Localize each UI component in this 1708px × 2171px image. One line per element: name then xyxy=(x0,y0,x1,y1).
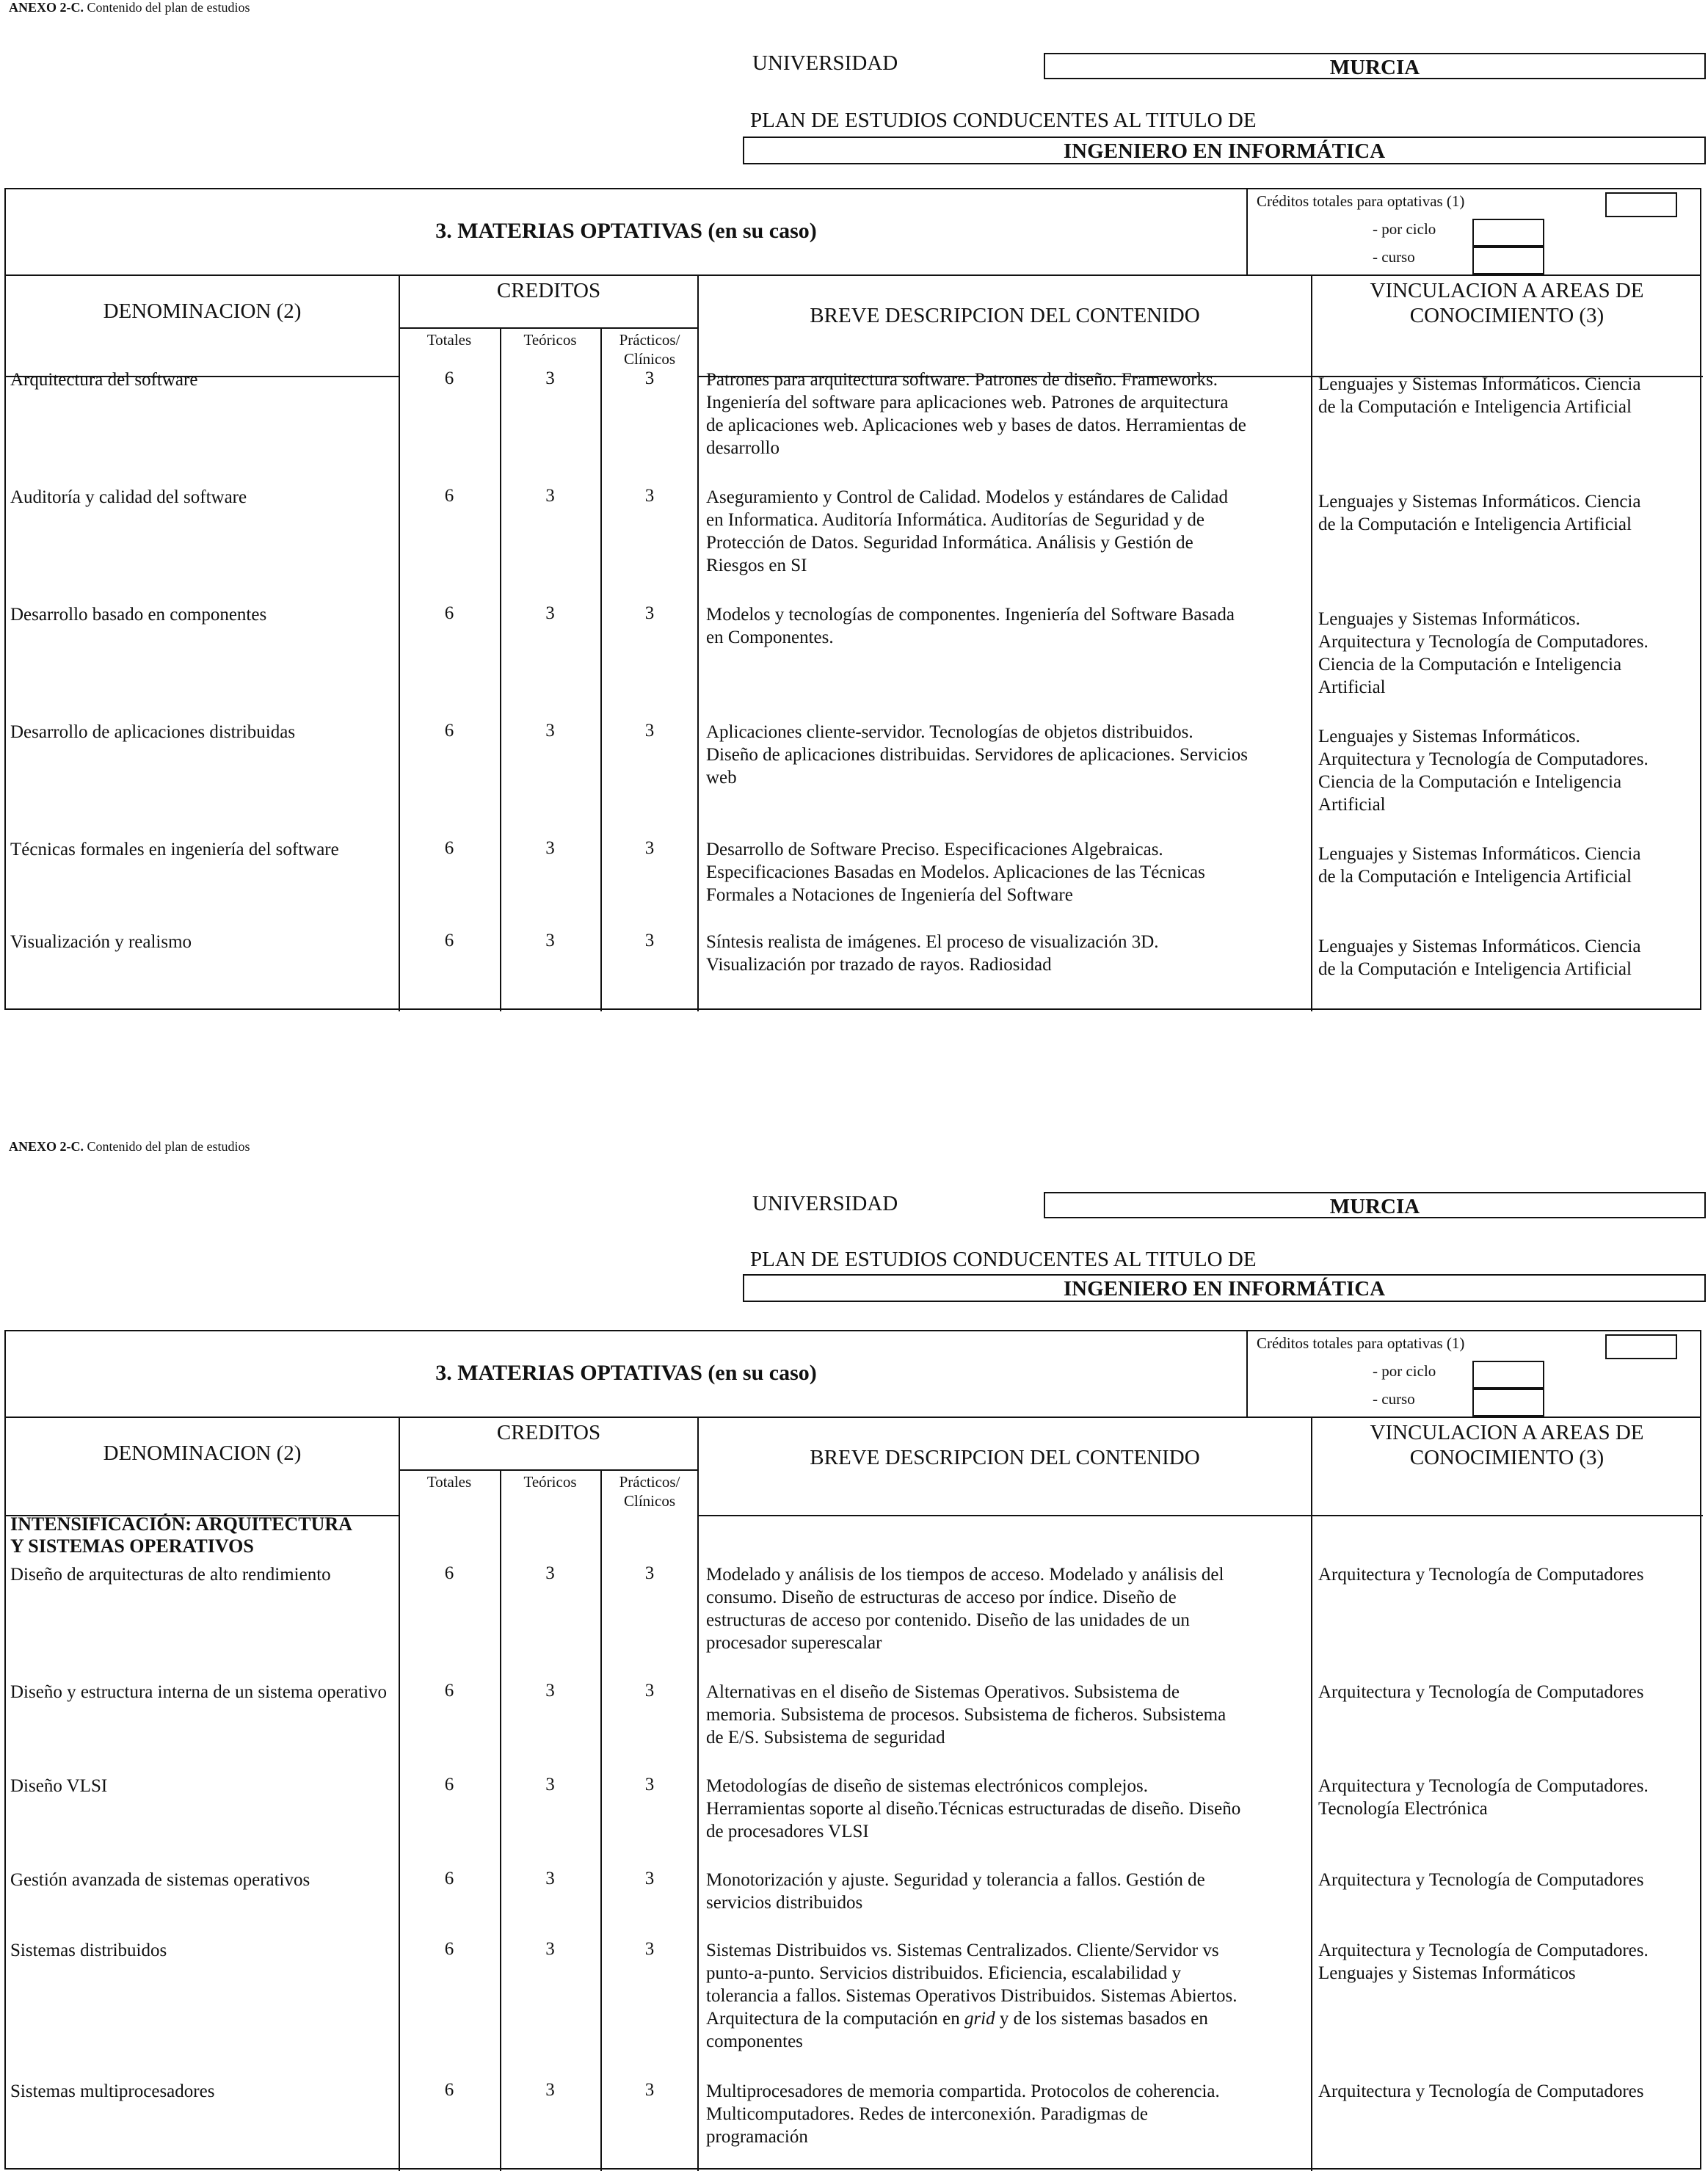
area-line: de la Computación e Inteligencia Artificial xyxy=(1318,397,1632,417)
credits-teoricos: 3 xyxy=(545,1775,555,1794)
description-line: Visualización por trazado de rayos. Radiosidad xyxy=(706,955,1052,975)
annex-heading-bold: ANEXO 2-C. xyxy=(9,1139,84,1154)
col-descripcion: BREVE DESCRIPCION DEL CONTENIDO xyxy=(810,1446,1200,1469)
area-line: Tecnología Electrónica xyxy=(1318,1799,1488,1819)
subject-areas xyxy=(1318,1563,1698,1586)
credits-teoricos: 3 xyxy=(545,721,555,741)
subject-description xyxy=(706,1681,1307,1749)
area-line: Ciencia de la Computación e Inteligencia xyxy=(1318,772,1622,792)
credits-practicos: 3 xyxy=(644,1869,655,1888)
description-line: Aplicaciones cliente-servidor. Tecnologías de objetos distribuidos. xyxy=(706,722,1193,742)
area-line: Arquitectura y Tecnología de Computadores. xyxy=(1318,1776,1649,1796)
curso-label: - curso xyxy=(1373,248,1415,266)
curso-label: - curso xyxy=(1373,1390,1415,1408)
col-vinculacion: VINCULACION A AREAS DE xyxy=(1370,279,1644,302)
universidad-label: UNIVERSIDAD xyxy=(752,51,898,75)
subject-name: Diseño VLSI xyxy=(10,1776,108,1796)
credits-totales: 6 xyxy=(444,1563,454,1583)
credits-teoricos: 3 xyxy=(545,1939,555,1959)
col-denominacion: DENOMINACION (2) xyxy=(103,1441,302,1465)
description-line: Ingeniería del software para aplicaciones web. Patrones de arquitectura xyxy=(706,393,1229,412)
column-header-bottom xyxy=(699,1515,1703,1516)
credits-teoricos: 3 xyxy=(545,2080,555,2100)
description-line: Monotorización y ajuste. Seguridad y tolerancia a fallos. Gestión de xyxy=(706,1870,1205,1890)
description-line: Arquitectura de la computación en grid y de los sistemas basados en xyxy=(706,2009,1208,2029)
credits-totales: 6 xyxy=(444,931,454,950)
description-line: en Componentes. xyxy=(706,628,834,647)
subject-areas xyxy=(1318,373,1698,418)
col-teoricos: Teóricos xyxy=(523,331,577,349)
col-totales: Totales xyxy=(426,1473,472,1491)
subject-description xyxy=(706,2080,1307,2148)
intensificacion-heading xyxy=(10,1513,396,1557)
optativas-credits-panel xyxy=(1246,189,1700,274)
column-divider xyxy=(600,327,602,1011)
subject-description xyxy=(706,721,1307,789)
area-line: de la Computación e Inteligencia Artificial xyxy=(1318,514,1632,534)
col-totales: Totales xyxy=(426,331,472,349)
credits-practicos: 3 xyxy=(644,1563,655,1583)
description-line: programación xyxy=(706,2127,808,2147)
subject-name: Gestión avanzada de sistemas operativos xyxy=(10,1870,310,1890)
description-line: Protección de Datos. Seguridad Informática. Análisis y Gestión de xyxy=(706,533,1193,553)
col-conocimiento: CONOCIMIENTO (3) xyxy=(1409,1446,1605,1469)
area-line: Arquitectura y Tecnología de Computadores. xyxy=(1318,749,1649,769)
creditos-sub-divider xyxy=(399,327,699,329)
credits-practicos: 3 xyxy=(644,486,655,506)
subject-name: Sistemas multiprocesadores xyxy=(10,2081,215,2101)
table-header-band xyxy=(6,189,1700,276)
description-line: componentes xyxy=(706,2032,803,2051)
creditos-totales-label: Créditos totales para optativas (1) xyxy=(1257,192,1465,210)
annex-heading xyxy=(9,1139,250,1154)
description-line: de procesadores VLSI xyxy=(706,1822,869,1841)
description-line: Diseño de aplicaciones distribuidas. Servidores de aplicaciones. Servicios xyxy=(706,745,1248,765)
credits-totales: 6 xyxy=(444,2080,454,2100)
description-line: Aseguramiento y Control de Calidad. Modelos y estándares de Calidad xyxy=(706,487,1228,507)
area-line: Lenguajes y Sistemas Informáticos. Ciencia xyxy=(1318,374,1641,394)
description-line: web xyxy=(706,768,737,788)
credits-practicos: 3 xyxy=(644,368,655,388)
col-practicos: Prácticos/ xyxy=(619,331,680,349)
description-line: Formales a Notaciones de Ingeniería del Software xyxy=(706,885,1073,905)
area-line: Lenguajes y Sistemas Informáticos. xyxy=(1318,609,1580,629)
subject-areas xyxy=(1318,725,1698,816)
subject-name: Desarrollo de aplicaciones distribuidas xyxy=(10,722,296,742)
credits-practicos: 3 xyxy=(644,2080,655,2100)
subject-description xyxy=(706,1563,1307,1654)
section-title: 3. MATERIAS OPTATIVAS (en su caso) xyxy=(435,219,817,243)
curso-box xyxy=(1472,247,1544,274)
subject-description xyxy=(706,1775,1307,1843)
column-divider xyxy=(697,276,699,1011)
creditos-totales-box xyxy=(1605,192,1677,217)
col-creditos: CREDITOS xyxy=(496,279,601,302)
description-line: Metodologías de diseño de sistemas electrónicos complejos. xyxy=(706,1776,1148,1796)
optativas-credits-panel xyxy=(1246,1331,1700,1417)
por-ciclo-box xyxy=(1472,219,1544,247)
subject-name: Técnicas formales en ingeniería del software xyxy=(10,840,339,859)
table-header-band xyxy=(6,1331,1700,1418)
subject-areas xyxy=(1318,490,1698,536)
credits-practicos: 3 xyxy=(644,1939,655,1959)
credits-practicos: 3 xyxy=(644,603,655,623)
col-clinicos: Clínicos xyxy=(623,350,675,368)
area-line: Arquitectura y Tecnología de Computadores xyxy=(1318,1565,1644,1585)
description-line: Herramientas soporte al diseño.Técnicas estructuradas de diseño. Diseño xyxy=(706,1799,1241,1819)
subject-areas xyxy=(1318,1775,1698,1820)
area-line: Ciencia de la Computación e Inteligencia xyxy=(1318,655,1622,674)
credits-practicos: 3 xyxy=(644,931,655,950)
credits-totales: 6 xyxy=(444,368,454,388)
area-line: de la Computación e Inteligencia Artificial xyxy=(1318,959,1632,979)
credits-practicos: 3 xyxy=(644,838,655,858)
description-line: en Informatica. Auditoría Informática. Auditorías de Seguridad y de xyxy=(706,510,1204,530)
creditos-totales-label: Créditos totales para optativas (1) xyxy=(1257,1334,1465,1352)
col-clinicos: Clínicos xyxy=(623,1492,675,1510)
credits-totales: 6 xyxy=(444,1775,454,1794)
por-ciclo-label: - por ciclo xyxy=(1373,220,1436,238)
column-divider xyxy=(600,1469,602,2171)
description-line: desarrollo xyxy=(706,438,779,458)
area-line: Lenguajes y Sistemas Informáticos xyxy=(1318,1963,1576,1983)
subject-name: Desarrollo basado en componentes xyxy=(10,605,267,625)
annex-heading-bold: ANEXO 2-C. xyxy=(9,0,84,15)
subject-description xyxy=(706,603,1307,649)
subject-areas xyxy=(1318,935,1698,981)
section-title: 3. MATERIAS OPTATIVAS (en su caso) xyxy=(435,1361,817,1385)
subject-description xyxy=(706,1939,1307,2053)
area-line: Lenguajes y Sistemas Informáticos. xyxy=(1318,727,1580,746)
credits-teoricos: 3 xyxy=(545,603,555,623)
description-line: Especificaciones Basadas en Modelos. Aplicaciones de las Técnicas xyxy=(706,862,1205,882)
credits-practicos: 3 xyxy=(644,721,655,741)
credits-totales: 6 xyxy=(444,838,454,858)
optional-subjects-table xyxy=(4,1330,1701,2170)
subject-name: Diseño y estructura interna de un sistema operativo xyxy=(10,1682,388,1702)
description-line: punto-a-punto. Servicios distribuidos. Eficiencia, escalabilidad y xyxy=(706,1963,1182,1983)
annex-heading xyxy=(9,0,250,15)
creditos-totales-box xyxy=(1605,1334,1677,1359)
subject-areas xyxy=(1318,2080,1698,2103)
credits-practicos: 3 xyxy=(644,1681,655,1701)
description-italic: grid xyxy=(964,2009,995,2029)
intensificacion-line: Y SISTEMAS OPERATIVOS xyxy=(10,1535,254,1557)
credits-totales: 6 xyxy=(444,1869,454,1888)
curso-box xyxy=(1472,1389,1544,1417)
subject-areas xyxy=(1318,1869,1698,1891)
column-divider xyxy=(399,1418,400,2171)
plan-label: PLAN DE ESTUDIOS CONDUCENTES AL TITULO DE xyxy=(750,109,1257,132)
subject-areas xyxy=(1318,1681,1698,1703)
area-line: Arquitectura y Tecnología de Computadores xyxy=(1318,1870,1644,1890)
por-ciclo-box xyxy=(1472,1361,1544,1389)
col-conocimiento: CONOCIMIENTO (3) xyxy=(1409,304,1605,327)
area-line: Lenguajes y Sistemas Informáticos. Ciencia xyxy=(1318,492,1641,512)
column-divider xyxy=(1311,276,1312,1011)
credits-teoricos: 3 xyxy=(545,931,555,950)
description-line: de aplicaciones web. Aplicaciones web y bases de datos. Herramientas de xyxy=(706,415,1246,435)
description-line: memoria. Subsistema de procesos. Subsistema de ficheros. Subsistema xyxy=(706,1705,1227,1725)
area-line: de la Computación e Inteligencia Artificial xyxy=(1318,867,1632,887)
plan-label: PLAN DE ESTUDIOS CONDUCENTES AL TITULO DE xyxy=(750,1248,1257,1271)
credits-teoricos: 3 xyxy=(545,1869,555,1888)
col-practicos: Prácticos/ xyxy=(619,1473,680,1491)
description-line: Síntesis realista de imágenes. El proceso de visualización 3D. xyxy=(706,932,1159,952)
description-line: de E/S. Subsistema de seguridad xyxy=(706,1728,945,1748)
area-line: Arquitectura y Tecnología de Computadores. xyxy=(1318,632,1649,652)
description-line: Desarrollo de Software Preciso. Especificaciones Algebraicas. xyxy=(706,840,1163,859)
col-creditos: CREDITOS xyxy=(496,1421,601,1444)
description-line: Multiprocesadores de memoria compartida. Protocolos de coherencia. xyxy=(706,2081,1220,2101)
column-divider xyxy=(500,1469,501,2171)
annex-heading-text: Contenido del plan de estudios xyxy=(84,0,250,15)
subject-name: Auditoría y calidad del software xyxy=(10,487,247,507)
area-line: Lenguajes y Sistemas Informáticos. Ciencia xyxy=(1318,937,1641,956)
description-line: Modelos y tecnologías de componentes. Ingeniería del Software Basada xyxy=(706,605,1235,625)
area-line: Arquitectura y Tecnología de Computadores xyxy=(1318,2081,1644,2101)
area-line: Artificial xyxy=(1318,677,1386,697)
optional-subjects-table xyxy=(4,188,1701,1010)
description-line: Modelado y análisis de los tiempos de acceso. Modelado y análisis del xyxy=(706,1565,1224,1585)
credits-totales: 6 xyxy=(444,486,454,506)
credits-practicos: 3 xyxy=(644,1775,655,1794)
credits-teoricos: 3 xyxy=(545,486,555,506)
por-ciclo-label: - por ciclo xyxy=(1373,1362,1436,1380)
description-line: procesador superescalar xyxy=(706,1633,882,1653)
credits-teoricos: 3 xyxy=(545,368,555,388)
subject-areas xyxy=(1318,608,1698,699)
credits-totales: 6 xyxy=(444,1681,454,1701)
area-line: Lenguajes y Sistemas Informáticos. Ciencia xyxy=(1318,844,1641,864)
description-line: Multicomputadores. Redes de interconexión. Paradigmas de xyxy=(706,2104,1148,2124)
col-descripcion: BREVE DESCRIPCION DEL CONTENIDO xyxy=(810,304,1200,327)
description-line: consumo. Diseño de estructuras de acceso por índice. Diseño de xyxy=(706,1588,1177,1607)
credits-totales: 6 xyxy=(444,603,454,623)
credits-teoricos: 3 xyxy=(545,1563,555,1583)
subject-description xyxy=(706,838,1307,906)
subject-areas xyxy=(1318,1939,1698,1985)
area-line: Arquitectura y Tecnología de Computadores. xyxy=(1318,1941,1649,1960)
subject-description xyxy=(706,368,1307,459)
subject-name: Arquitectura del software xyxy=(10,370,198,390)
universidad-value: MURCIA xyxy=(1044,1192,1706,1218)
universidad-label: UNIVERSIDAD xyxy=(752,1192,898,1215)
description-line: Alternativas en el diseño de Sistemas Operativos. Subsistema de xyxy=(706,1682,1180,1702)
credits-teoricos: 3 xyxy=(545,838,555,858)
universidad-value: MURCIA xyxy=(1044,53,1706,79)
description-line: Riesgos en SI xyxy=(706,556,807,575)
creditos-sub-divider xyxy=(399,1469,699,1471)
subject-areas xyxy=(1318,843,1698,888)
subject-name: Diseño de arquitecturas de alto rendimiento xyxy=(10,1565,331,1585)
col-vinculacion: VINCULACION A AREAS DE xyxy=(1370,1421,1644,1444)
column-divider xyxy=(697,1418,699,2171)
column-divider xyxy=(399,276,400,1011)
description-line: Patrones para arquitectura software. Patrones de diseño. Frameworks. xyxy=(706,370,1218,390)
area-line: Artificial xyxy=(1318,795,1386,815)
credits-totales: 6 xyxy=(444,1939,454,1959)
col-denominacion: DENOMINACION (2) xyxy=(103,299,302,323)
area-line: Arquitectura y Tecnología de Computadores xyxy=(1318,1682,1644,1702)
col-teoricos: Teóricos xyxy=(523,1473,577,1491)
credits-teoricos: 3 xyxy=(545,1681,555,1701)
plan-value: INGENIERO EN INFORMÁTICA xyxy=(743,1274,1706,1302)
description-line: Sistemas Distribuidos vs. Sistemas Centralizados. Cliente/Servidor vs xyxy=(706,1941,1219,1960)
description-line: servicios distribuidos xyxy=(706,1893,863,1913)
intensificacion-line: INTENSIFICACIÓN: ARQUITECTURA xyxy=(10,1513,352,1535)
column-divider xyxy=(1311,1418,1312,2171)
credits-totales: 6 xyxy=(444,721,454,741)
subject-description xyxy=(706,931,1307,976)
plan-value: INGENIERO EN INFORMÁTICA xyxy=(743,137,1706,164)
subject-description xyxy=(706,486,1307,577)
subject-name: Sistemas distribuidos xyxy=(10,1941,167,1960)
description-line: estructuras de acceso por contenido. Diseño de las unidades de un xyxy=(706,1610,1190,1630)
description-line: tolerancia a fallos. Sistemas Operativos Distribuidos. Sistemas Abiertos. xyxy=(706,1986,1238,2006)
annex-heading-text: Contenido del plan de estudios xyxy=(84,1139,250,1154)
subject-name: Visualización y realismo xyxy=(10,932,192,952)
subject-description xyxy=(706,1869,1307,1914)
column-divider xyxy=(500,327,501,1011)
